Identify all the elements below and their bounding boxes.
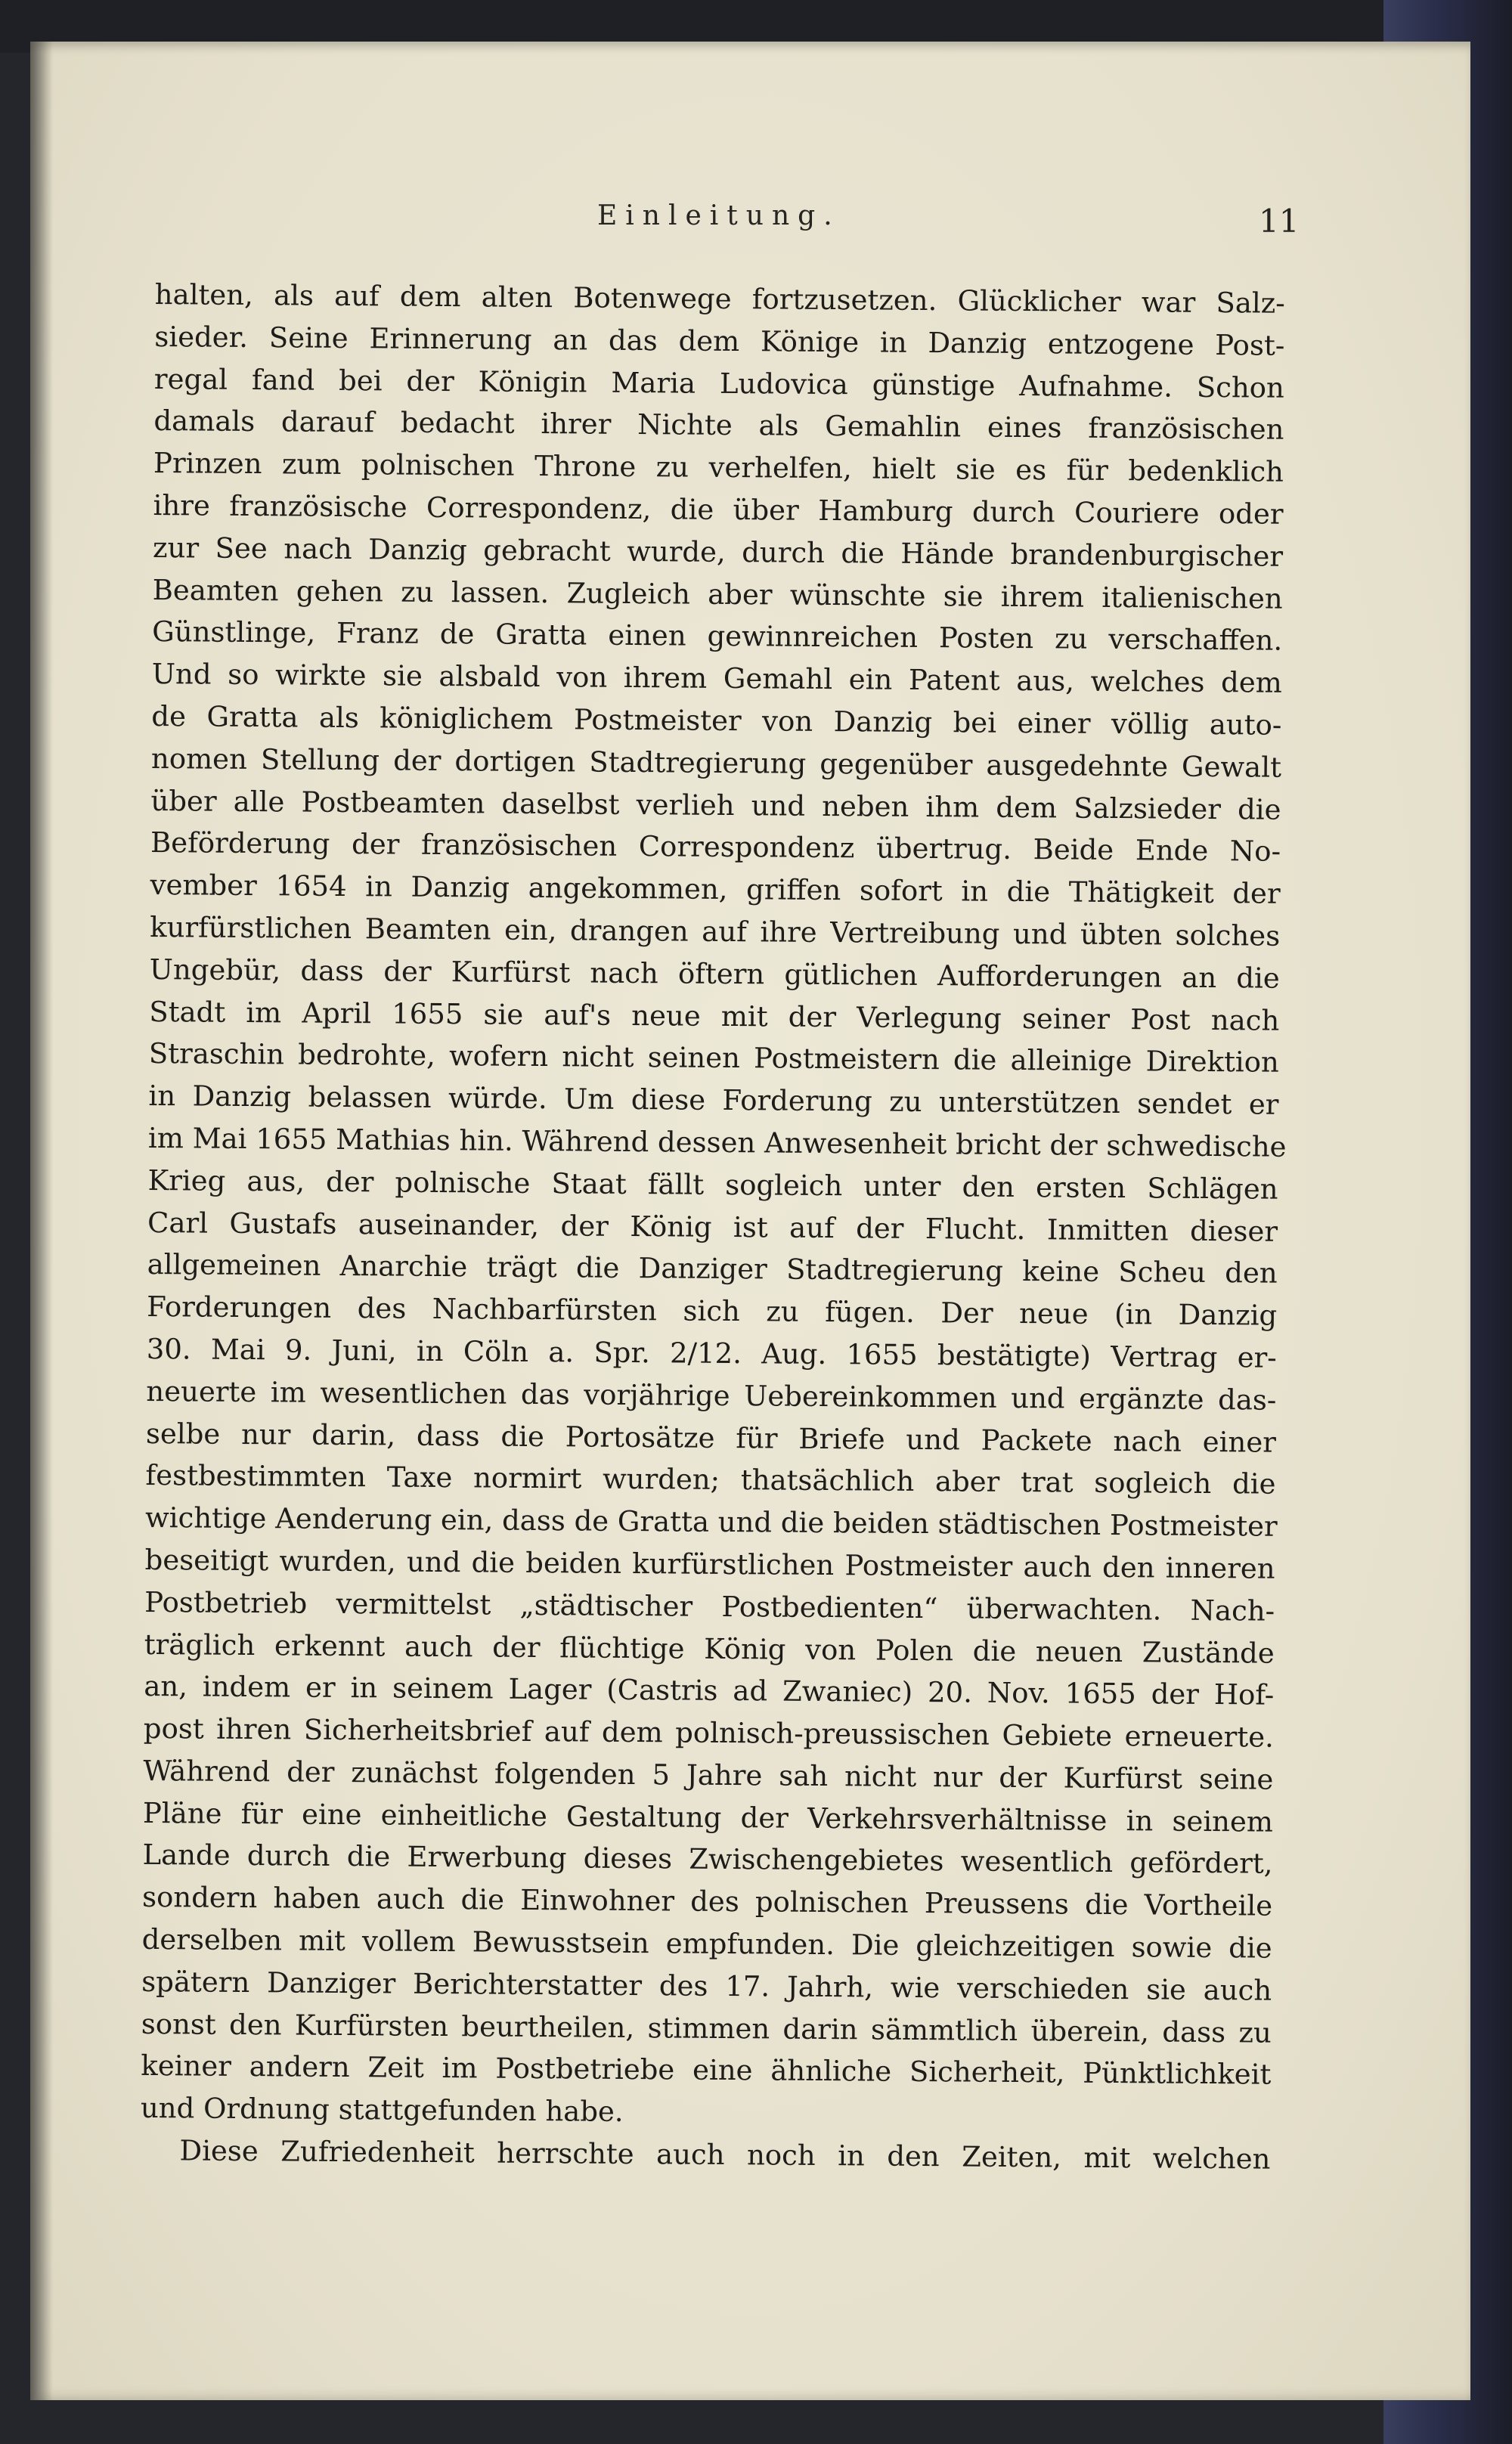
text-line: wichtige Aenderung ein, dass de Gratta und die beiden städtischen Postmeister	[144, 1501, 1278, 1543]
next-paragraph-line: Diese Zufriedenheit herrschte auch noch in den Zeiten, mit welchen	[179, 2134, 1271, 2176]
text-line: selbe nur darin, dass die Portosätze für Briefe und Packete nach einer	[145, 1417, 1277, 1459]
text-line: Stadt im April 1655 sie auf's neue mit der Verlegung seiner Post nach	[149, 995, 1280, 1037]
text-line: de Gratta als königlichem Postmeister von Danzig bei einer völlig auto-	[151, 699, 1282, 742]
text-line: sondern haben auch die Einwohner des polnischen Preussens die Vortheile	[141, 1881, 1273, 1922]
text-line: Straschin bedrohte, wofern nicht seinen Postmeistern die alleinige Direktion	[148, 1037, 1280, 1080]
text-line: träglich erkennt auch der flüchtige König von Polen die neuen Zustände	[144, 1628, 1275, 1670]
text-line: in Danzig belassen würde. Um diese Forderung zu unterstützen sendet er	[148, 1080, 1279, 1121]
text-line: Beförderung der französischen Correspondenz übertrug. Beide Ende No-	[150, 826, 1281, 869]
text-line: Prinzen zum polnischen Throne zu verhelfen, hielt sie es für bedenklich	[153, 447, 1284, 488]
text-line: regal fand bei der Königin Maria Ludovica günstige Aufnahme. Schon	[153, 362, 1285, 404]
text-line: Postbetrieb vermittelst „städtischer Postbedienten“ überwachten. Nach-	[144, 1585, 1275, 1628]
text-line: spätern Danziger Berichterstatter des 17. Jahrh, wie verschieden sie auch	[141, 1965, 1272, 2007]
text-line-paragraph-end: und Ordnung stattgefunden habe.	[140, 2092, 624, 2129]
text-line: nomen Stellung der dortigen Stadtregierung gegenüber ausgedehnte Gewalt	[150, 742, 1282, 784]
running-title: Einleitung.	[597, 200, 841, 231]
text-line: Krieg aus, der polnische Staat fällt sogleich unter den ersten Schlägen	[147, 1163, 1278, 1206]
page-number: 11	[1259, 203, 1300, 240]
text-line: festbestimmten Taxe normirt wurden; thatsächlich aber trat sogleich die	[145, 1459, 1276, 1501]
text-line: sieder. Seine Erinnerung an das dem Könige in Danzig entzogene Post-	[154, 320, 1285, 362]
text-line: kurfürstlichen Beamten ein, drangen auf ihre Vertreibung und übten solches	[150, 910, 1281, 953]
text-line: an, indem er in seinem Lager (Castris ad Zwaniec) 20. Nov. 1655 der Hof-	[144, 1670, 1275, 1711]
text-line: über alle Postbeamten daselbst verlieh und neben ihm dem Salzsieder die	[150, 784, 1281, 826]
text-line: vember 1654 in Danzig angekommen, griffen sofort in die Thätigkeit der	[150, 869, 1281, 910]
text-line: damals darauf bedacht ihrer Nichte als Gemahlin eines französischen	[153, 404, 1284, 447]
text-line: Und so wirkte sie alsbald von ihrem Gemahl ein Patent aus, welches dem	[151, 658, 1282, 699]
text-line: 30. Mai 9. Juni, in Cöln a. Spr. 2/12. Aug. 1655 bestätigte) Vertrag er-	[146, 1332, 1277, 1374]
text-line: zur See nach Danzig gebracht wurde, durch die Hände brandenburgischer	[152, 531, 1284, 573]
text-line: Beamten gehen zu lassen. Zugleich aber wünschte sie ihrem italienischen	[152, 573, 1283, 615]
text-line: derselben mit vollem Bewusstsein empfunden. Die gleichzeitigen sowie die	[141, 1923, 1272, 1965]
text-line: Während der zunächst folgenden 5 Jahre sah nicht nur der Kurfürst seine	[143, 1754, 1274, 1796]
text-line: Ungebür, dass der Kurfürst nach öftern gütlichen Aufforderungen an die	[149, 953, 1280, 995]
text-line: ihre französische Correspondenz, die über Hamburg durch Couriere oder	[153, 488, 1284, 531]
text-line: post ihren Sicherheitsbrief auf dem polnisch-preussischen Gebiete erneuerte.	[143, 1712, 1275, 1754]
text-line: Forderungen des Nachbarfürsten sich zu fügen. Der neue (in Danzig	[147, 1290, 1278, 1332]
text-line: im Mai 1655 Mathias hin. Während dessen Anwesenheit bricht der schwedische	[147, 1121, 1287, 1163]
gutter-shadow	[30, 42, 53, 2400]
text-line: Carl Gustafs auseinander, der König ist auf der Flucht. Inmitten dieser	[147, 1206, 1278, 1248]
text-line: allgemeinen Anarchie trägt die Danziger Stadtregierung keine Scheu den	[147, 1248, 1278, 1290]
text-line: halten, als auf dem alten Botenwege fortzusetzen. Glücklicher war Salz-	[154, 277, 1285, 320]
text-line: keiner andern Zeit im Postbetriebe eine ähnliche Sicherheit, Pünktlichkeit	[141, 2049, 1272, 2092]
text-line: Lande durch die Erwerbung dieses Zwischengebietes wesentlich gefördert,	[142, 1838, 1273, 1881]
text-line: beseitigt wurden, und die beiden kurfürstlichen Postmeister auch den inneren	[144, 1543, 1275, 1585]
body-text	[140, 274, 1285, 2181]
text-line: sonst den Kurfürsten beurtheilen, stimmen darin sämmtlich überein, dass zu	[141, 2007, 1272, 2049]
text-line: Pläne für eine einheitliche Gestaltung der Verkehrsverhältnisse in seinem	[142, 1796, 1274, 1838]
text-line: neuerte im wesentlichen das vorjährige Uebereinkommen und ergänzte das-	[146, 1374, 1277, 1417]
text-line: Günstlinge, Franz de Gratta einen gewinnreichen Posten zu verschaffen.	[152, 615, 1283, 658]
